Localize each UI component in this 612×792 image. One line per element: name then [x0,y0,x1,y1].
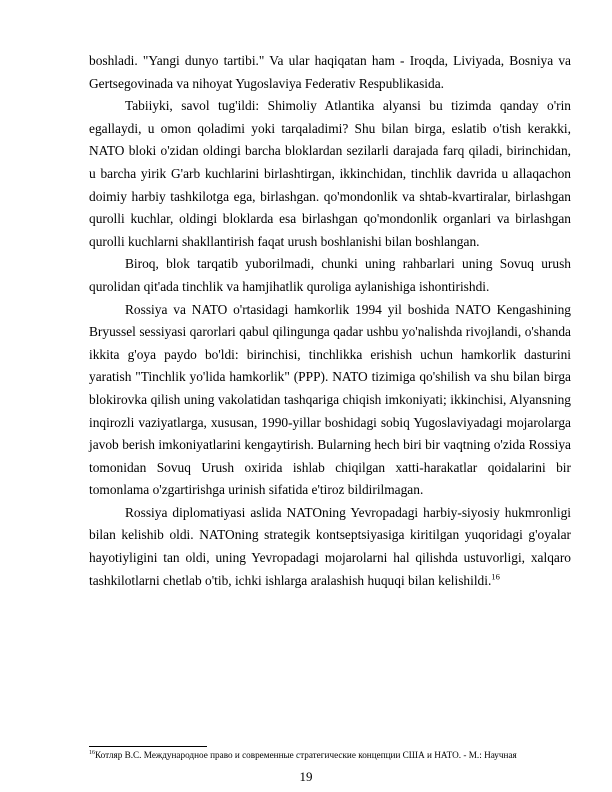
paragraph-5 [89,502,571,592]
footnote-divider [89,746,207,747]
paragraph-1: boshladi. "Yangi dunyo tartibi." Va ular haqiqatan ham - Iroqda, Liviyada, Bosniya va Gertsegovinada va nihoyat Yugoslaviya Federativ Respublikasida. [89,53,571,91]
document-page [89,50,571,592]
footnote-number: 16 [89,749,95,756]
footnote-reference[interactable]: 16 [491,571,500,582]
paragraph-4: Rossiya va NATO o'rtasidagi hamkorlik 1994 yil boshida NATO Kengashining Bryussel sessiyasi qarorlari qabul qilingunga qadar ushbu yo'nalishda rivojlandi, o'shanda ikkita g'oya paydo bo'ldi: birinchisi, tinchlikka erishish uchun hamkorlik dasturini yaratish "Tinchlik yo'lida hamkorlik" (PPP). NATO tizimiga qo'shilish va shu bilan birga blokirovka qilish uning vakolatidan tashqariga chiqish imkoniyati; ikkinchisi, Alyansning inqirozli vaziyatlarga, xususan, 1990-yillar boshidagi sobiq Yugoslaviyadagi mojarolarga javob berish imkoniyatlarini kengaytirish. Bularning hech biri bir vaqtning o'zida Rossiya tomonidan Sovuq Urush oxirida ishlab chiqilgan xatti-harakatlar qoidalarini bir tomonlama o'zgartirishga urinish sifatida e'tiroz bildirilmagan. [89,301,571,498]
paragraph-3: Biroq, blok tarqatib yuborilmadi, chunki uning rahbarlari uning Sovuq urush qurolidan qit'ada tinchlik va hamjihatlik quroliga aylanishiga ishontirishdi. [89,256,571,294]
paragraph-2: Tabiiyki, savol tug'ildi: Shimoliy Atlantika alyansi bu tizimda qanday o'rin egallaydi, u omon qoladimi yoki tarqaladimi? Shu bilan birga, eslatib o'tish kerakki, NATO bloki o'zidan oldingi barcha bloklardan sezilarli darajada farq qiladi, birinchidan, u barcha yirik G'arb kuchlarini birlashtirgan, ikkinchidan, tinchlik davrida u allaqachon doimiy harbiy tashkilotga ega, birlashgan. qo'mondonlik va shtab-kvartiralar, birlashgan qurolli kuchlar, oldingi bloklarda esa birlashgan qo'mondonlik organlari va birlashgan qurolli kuchlarni shakllantirish faqat urush boshlanishi bilan boshlangan. [89,98,571,249]
footnote [89,749,571,761]
paragraph-5-text: Rossiya diplomatiyasi aslida NATOning Yevropadagi harbiy-siyosiy hukmronligi bilan kelishib oldi. NATOning strategik kontseptsiyasiga kiritilgan yuqoridagi g'oyalar hayotiyligini tan oldi, uning Yevropadagi mojarolarni hal qilishda ustuvorligi, xalqaro tashkilotlarni chetlab o'tib, ichki ishlarga aralashish huquqi bilan kelishildi. [89,504,571,588]
page-number: 19 [299,769,313,784]
footnote-text: Котляр В.С. Международное право и современные стратегические концепции США и НАТО. - М.: Научная [95,750,517,760]
